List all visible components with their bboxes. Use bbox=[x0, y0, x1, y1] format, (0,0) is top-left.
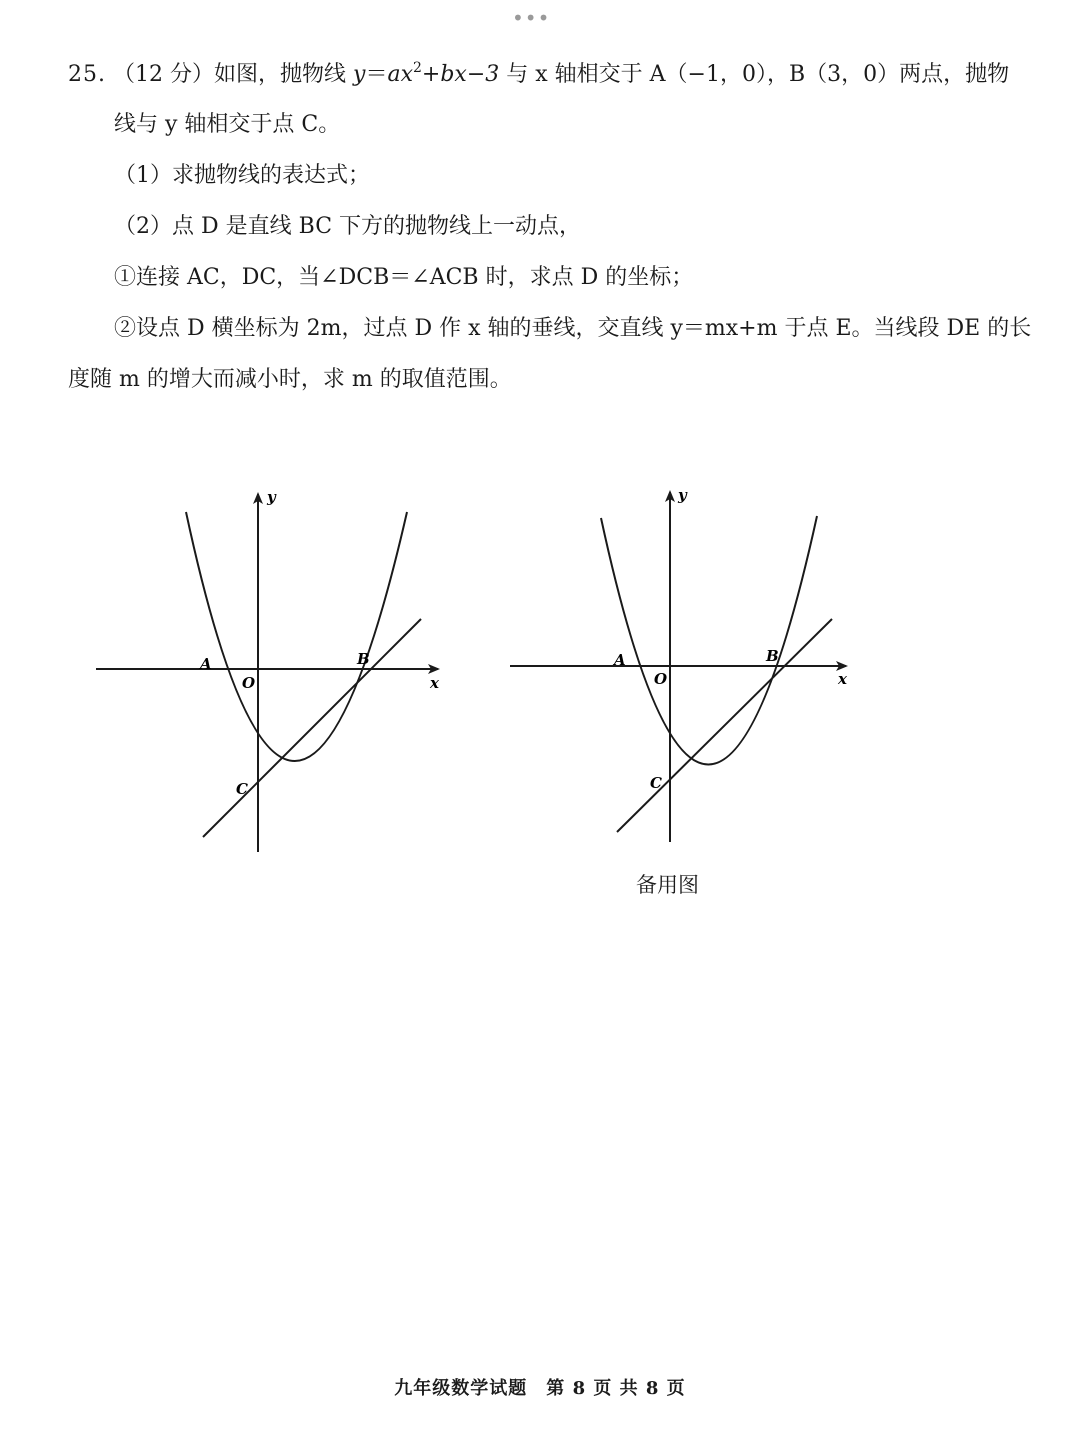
part-1: （1）求抛物线的表达式； bbox=[114, 163, 370, 188]
figure-caption: 备用图 bbox=[636, 873, 699, 897]
figure-backup bbox=[504, 480, 864, 870]
sub-question-1: ①连接 AC，DC，当∠DCB＝∠ACB 时，求点 D 的坐标； bbox=[114, 265, 694, 290]
figure-main bbox=[90, 480, 450, 870]
label-y: y bbox=[267, 488, 276, 506]
intro-text-a: 如图，抛物线 bbox=[214, 62, 353, 87]
question-number: 25. bbox=[68, 62, 106, 87]
label-a: A bbox=[200, 655, 212, 673]
sub-question-2-line-1: ②设点 D 横坐标为 2m，过点 D 作 x 轴的垂线，交直线 y＝mx+m 于点 E。当线段 DE 的长 bbox=[114, 316, 1032, 341]
line-bc bbox=[617, 619, 832, 832]
sub-question-2-line-2: 度随 m 的增大而减小时，求 m 的取值范围。 bbox=[68, 367, 512, 392]
equation-eq: ＝ bbox=[365, 62, 388, 87]
equation-exponent: 2 bbox=[412, 60, 422, 76]
parabola-curve bbox=[186, 512, 407, 761]
label-y: y bbox=[678, 486, 687, 504]
label-o: O bbox=[654, 670, 668, 688]
label-x: x bbox=[430, 674, 439, 692]
problem-line-1 bbox=[68, 60, 1009, 90]
equation-y: y bbox=[353, 62, 366, 87]
more-dots-icon[interactable]: ••• bbox=[512, 6, 551, 30]
label-b: B bbox=[357, 650, 370, 668]
label-a: A bbox=[614, 651, 626, 669]
label-b: B bbox=[766, 647, 779, 665]
part-2: （2）点 D 是直线 BC 下方的抛物线上一动点， bbox=[114, 214, 582, 239]
equation-ax: ax bbox=[387, 62, 413, 87]
equation-rest: +bx−3 bbox=[421, 62, 500, 87]
question-score: （12 分） bbox=[113, 62, 214, 87]
label-c: C bbox=[650, 774, 662, 792]
label-c: C bbox=[236, 780, 248, 798]
page-footer: 九年级数学试题 第 8 页 共 8 页 bbox=[394, 1378, 686, 1399]
line-bc bbox=[203, 619, 421, 837]
problem-line-2: 线与 y 轴相交于点 C。 bbox=[114, 112, 341, 137]
intro-text-b: 与 x 轴相交于 A（−1，0），B（3，0）两点，抛物 bbox=[499, 62, 1010, 87]
parabola-curve bbox=[601, 516, 817, 765]
label-o: O bbox=[242, 674, 256, 692]
label-x: x bbox=[838, 670, 847, 688]
